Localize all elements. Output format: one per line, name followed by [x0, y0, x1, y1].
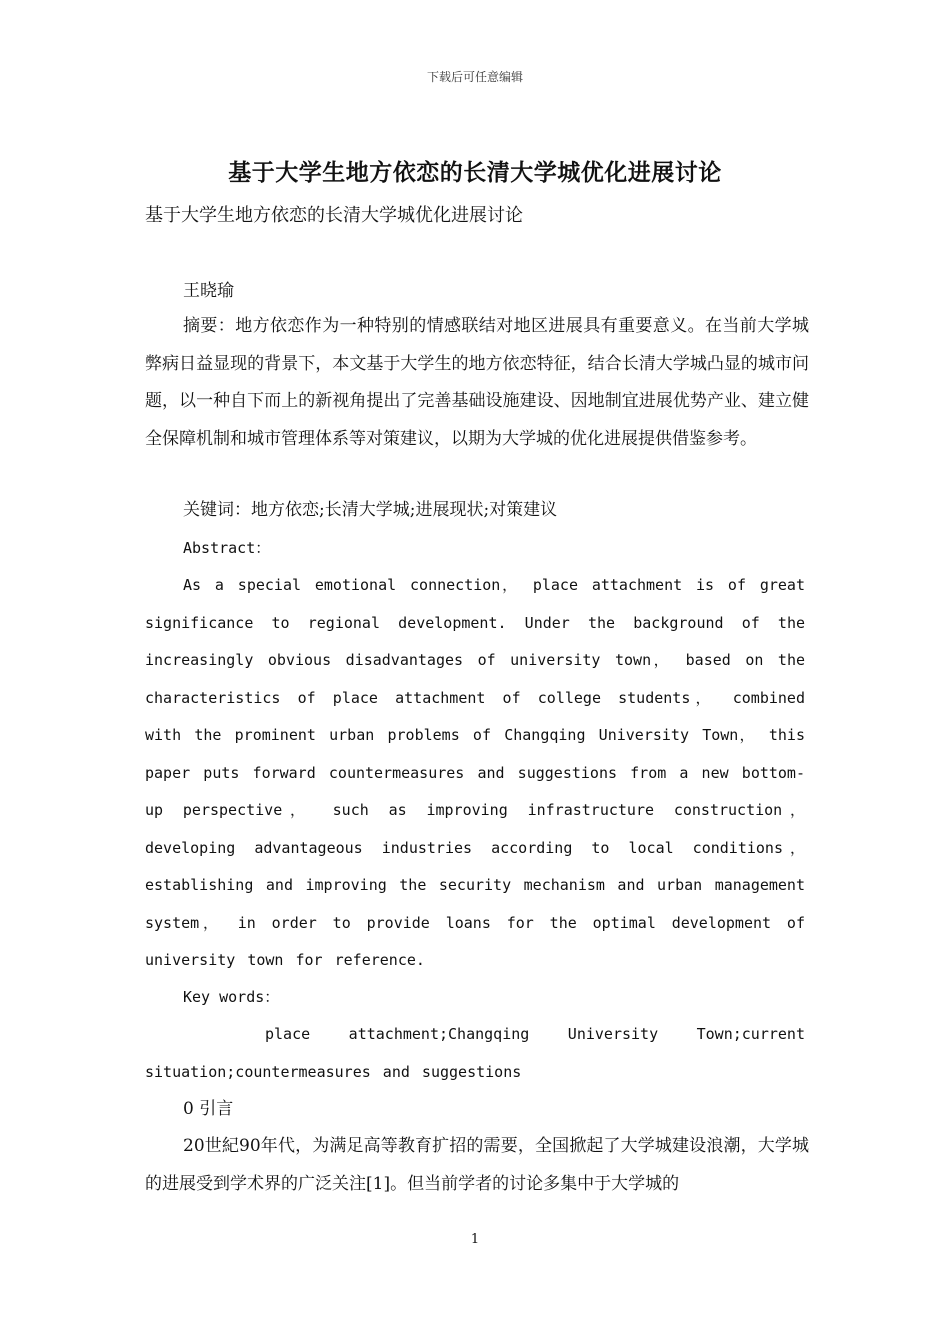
document-title: 基于大学生地方依恋的长清大学城优化进展讨论	[228, 159, 722, 186]
document-subtitle: 基于大学生地方依恋的长清大学城优化进展讨论	[145, 205, 523, 226]
chinese-keywords: 关键词：地方依恋;长清大学城;进展现状;对策建议	[183, 500, 558, 520]
section-heading-introduction: 0 引言	[183, 1099, 234, 1119]
author-name: 王晓瑜	[183, 281, 234, 301]
english-abstract-label: Abstract：	[183, 539, 271, 557]
chinese-abstract: 摘要：地方依恋作为一种特别的情感联结对地区进展具有重要意义。在当前大学城弊病日益显现的背景下，本文基于大学生的地方依恋特征，结合长清大学城凸显的城市问题，以一种自下而上的新视角提出了完善基础设施建设、因地制宜进展优势产业、建立健全保障机制和城市管理体系等对策建议，以期为大学城的优化进展提供借鉴参考。	[145, 316, 809, 449]
english-keywords: place attachment;Changqing University Town;current situation;countermeasures and suggestions	[145, 1025, 805, 1081]
introduction-paragraph: 20世紀90年代，为满足高等教育扩招的需要，全国掀起了大学城建设浪潮，大学城的进展受到学术界的广泛关注[1]。但当前学者的讨论多集中于大学城的	[145, 1136, 809, 1194]
english-keywords-label: Key words：	[183, 988, 280, 1006]
page-header-note: 下载后可任意编辑	[426, 70, 523, 84]
page-number: 1	[470, 1232, 480, 1247]
english-abstract: As a special emotional connection， place attachment is of great significance to regional development. Under the background of the increasingly obvious disadvantages of university town， based on the characteristics of place attachment of college students， combined with the prominent urban problems of Changqing University Town， this paper puts forward countermeasures and suggestions from a new bottom-up perspective， such as improving infrastructure construction， developing advantageous industries according to local conditions， establishing and improving the security mechanism and urban management system， in order to provide loans for the optimal development of university town for reference.	[145, 576, 805, 969]
